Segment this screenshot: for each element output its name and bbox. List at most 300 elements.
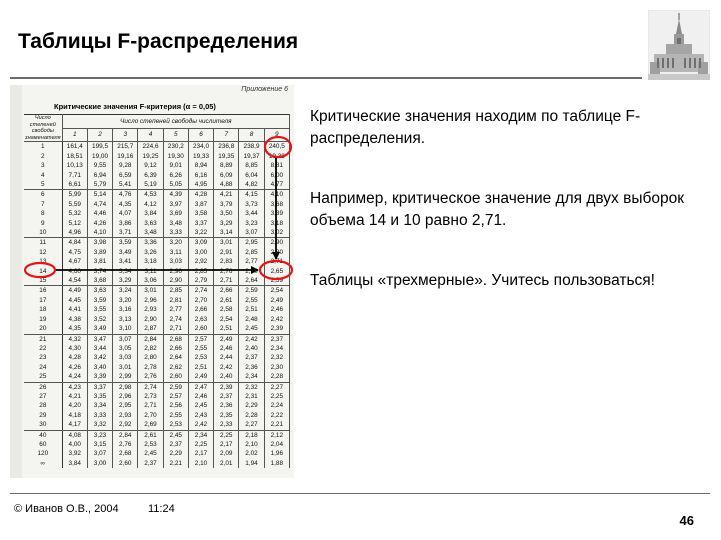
table-cell: 2,61: [138, 430, 163, 440]
table-cell: 3,01: [214, 238, 239, 248]
table-cell: 9,28: [113, 161, 138, 170]
title-rule: [10, 77, 642, 79]
table-cell: 2,90: [163, 276, 188, 286]
table-row: [24, 459, 290, 468]
table-cell: 2,10: [239, 440, 264, 449]
table-cell: 3,34: [113, 267, 138, 276]
row-number-cell: 21: [24, 334, 62, 344]
table-cell: 3,20: [163, 238, 188, 248]
table-cell: 8,85: [239, 161, 264, 170]
table-cell: 2,87: [138, 324, 163, 334]
row-number-cell: 5: [24, 180, 62, 190]
table-cell: 2,71: [163, 324, 188, 334]
table-cell: 4,35: [62, 324, 87, 334]
table-cell: 2,42: [214, 363, 239, 372]
table-cell: 4,20: [62, 401, 87, 410]
table-cell: 3,47: [87, 334, 112, 344]
table-body: [24, 142, 290, 468]
table-cell: 2,46: [188, 392, 213, 401]
table-cell: 3,92: [62, 449, 87, 458]
table-cell: 2,10: [188, 459, 213, 468]
table-cell: 3,59: [87, 296, 112, 305]
table-row: [24, 372, 290, 382]
table-cell: 2,55: [239, 296, 264, 305]
table-cell: 5,12: [62, 219, 87, 228]
table-cell: 2,85: [188, 267, 213, 276]
table-cell: 2,60: [163, 372, 188, 382]
table-row: [24, 420, 290, 430]
table-cell: 4,28: [62, 353, 87, 362]
table-cell: 3,79: [214, 200, 239, 209]
table-cell: 2,29: [163, 449, 188, 458]
row-header: Число степеней свободы знаменателя: [25, 115, 61, 141]
paragraph-example: Например, критическое значение для двух выборок объема 14 и 10 равно 2,71.: [310, 190, 684, 229]
row-number-cell: 28: [24, 401, 62, 410]
table-row: [24, 334, 290, 344]
table-cell: 3,55: [87, 305, 112, 314]
table-cell: 4,67: [62, 257, 87, 266]
table-cell: 3,29: [214, 219, 239, 228]
row-number-cell: 30: [24, 420, 62, 430]
table-cell: 234,0: [188, 142, 213, 152]
table-cell: 2,85: [239, 248, 264, 257]
table-cell: 2,74: [138, 382, 163, 392]
table-cell: 19,38: [264, 152, 289, 161]
table-cell: 3,89: [87, 248, 112, 257]
table-row: [24, 440, 290, 449]
table-cell: 2,76: [113, 440, 138, 449]
table-cell: 4,15: [239, 190, 264, 200]
table-row: [24, 267, 290, 276]
table-cell: 3,39: [264, 209, 289, 218]
table-cell: 2,92: [113, 420, 138, 430]
row-number-cell: 120: [24, 449, 62, 458]
table-cell: 3,35: [87, 392, 112, 401]
table-cell: 2,58: [214, 305, 239, 314]
table-cell: 3,07: [87, 449, 112, 458]
table-cell: 4,26: [62, 363, 87, 372]
table-cell: 2,61: [214, 296, 239, 305]
table-cell: 4,12: [138, 200, 163, 209]
paragraph-three-dimensional: Таблицы «трехмерные». Учитесь пользоваться!: [310, 272, 655, 289]
row-number-cell: 22: [24, 344, 62, 353]
table-row: [24, 382, 290, 392]
table-cell: 3,00: [87, 459, 112, 468]
table-cell: 2,27: [264, 382, 289, 392]
row-number-cell: 16: [24, 286, 62, 296]
table-cell: 2,76: [214, 267, 239, 276]
column-number: 4: [138, 128, 163, 142]
row-number-cell: 26: [24, 382, 62, 392]
table-cell: 3,29: [113, 276, 138, 286]
university-logo-icon: [648, 10, 710, 80]
table-cell: 3,63: [87, 286, 112, 296]
table-cell: 4,32: [62, 334, 87, 344]
table-cell: 2,85: [163, 286, 188, 296]
table-cell: 3,01: [113, 363, 138, 372]
table-row: [24, 411, 290, 420]
table-cell: 4,21: [62, 392, 87, 401]
table-cell: 2,28: [264, 372, 289, 382]
table-cell: 2,74: [188, 286, 213, 296]
table-cell: 2,21: [163, 459, 188, 468]
column-number: 8: [239, 128, 264, 142]
table-row: [24, 324, 290, 334]
table-cell: 2,71: [214, 276, 239, 286]
slide-title: Таблицы F-распределения: [18, 30, 299, 53]
table-cell: 2,98: [113, 382, 138, 392]
table-cell: 5,32: [62, 209, 87, 218]
column-number: 7: [214, 128, 239, 142]
table-row: [24, 305, 290, 314]
table-cell: 2,02: [239, 449, 264, 458]
table-row: [24, 238, 290, 248]
row-number-cell: 8: [24, 209, 62, 218]
table-cell: 3,32: [87, 420, 112, 430]
table-cell: 3,84: [62, 459, 87, 468]
table-cell: 2,32: [239, 382, 264, 392]
table-cell: 2,34: [264, 344, 289, 353]
row-number-cell: 29: [24, 411, 62, 420]
table-cell: 4,30: [62, 344, 87, 353]
table-cell: 3,01: [138, 286, 163, 296]
table-cell: 3,49: [113, 248, 138, 257]
row-number-cell: 10: [24, 228, 62, 238]
table-cell: 2,04: [264, 440, 289, 449]
table-cell: 10,13: [62, 161, 87, 170]
table-cell: 161,4: [62, 142, 87, 152]
row-number-cell: 60: [24, 440, 62, 449]
table-cell: 2,36: [214, 401, 239, 410]
table-cell: 2,99: [113, 372, 138, 382]
table-row: [24, 344, 290, 353]
table-row: [24, 392, 290, 401]
table-cell: 2,01: [214, 459, 239, 468]
table-cell: 3,07: [113, 334, 138, 344]
table-cell: 6,26: [163, 171, 188, 180]
table-cell: 4,07: [113, 209, 138, 218]
table-cell: 3,84: [138, 209, 163, 218]
table-cell: 6,09: [214, 171, 239, 180]
table-cell: 2,64: [239, 276, 264, 286]
table-cell: 2,66: [214, 286, 239, 296]
table-cell: 4,28: [188, 190, 213, 200]
table-row: [24, 219, 290, 228]
table-cell: 2,76: [138, 372, 163, 382]
column-number: 3: [113, 128, 138, 142]
table-cell: 3,74: [87, 267, 112, 276]
table-row: [24, 171, 290, 180]
scanned-table-image: [10, 85, 294, 478]
table-cell: 19,35: [214, 152, 239, 161]
table-cell: 2,24: [264, 401, 289, 410]
table-cell: 3,18: [138, 257, 163, 266]
table-cell: 4,96: [62, 228, 87, 238]
table-cell: 2,28: [239, 411, 264, 420]
table-cell: 3,44: [239, 209, 264, 218]
table-cell: 4,84: [62, 238, 87, 248]
column-number: 2: [87, 128, 112, 142]
table-cell: 2,45: [138, 449, 163, 458]
table-cell: 2,96: [113, 392, 138, 401]
table-cell: 2,69: [138, 420, 163, 430]
table-cell: 3,73: [239, 200, 264, 209]
table-row: [24, 190, 290, 200]
table-cell: 3,11: [138, 267, 163, 276]
table-row: [24, 228, 290, 238]
table-row: [24, 257, 290, 266]
table-cell: 2,93: [138, 305, 163, 314]
table-cell: 3,34: [87, 401, 112, 410]
table-cell: 3,15: [87, 440, 112, 449]
row-number-cell: 18: [24, 305, 62, 314]
footer-time: 11:24: [148, 503, 175, 515]
table-cell: 2,82: [138, 344, 163, 353]
table-row: [24, 296, 290, 305]
table-cell: 2,40: [239, 344, 264, 353]
table-cell: 4,95: [188, 180, 213, 190]
table-cell: 3,16: [113, 305, 138, 314]
row-number-cell: 3: [24, 161, 62, 170]
table-cell: 4,49: [62, 286, 87, 296]
table-cell: 2,48: [239, 315, 264, 324]
table-cell: 19,00: [87, 152, 112, 161]
row-number-cell: 13: [24, 257, 62, 266]
table-cell: 2,59: [264, 276, 289, 286]
table-cell: 2,54: [264, 286, 289, 296]
table-cell: 3,86: [113, 219, 138, 228]
table-cell: 5,41: [113, 180, 138, 190]
table-row: [24, 430, 290, 440]
table-cell: 3,02: [264, 228, 289, 238]
table-cell: 2,37: [138, 459, 163, 468]
table-cell: 2,34: [239, 372, 264, 382]
table-cell: 2,96: [138, 296, 163, 305]
row-number-cell: 11: [24, 238, 62, 248]
table-row: [24, 276, 290, 286]
table-cell: 3,59: [113, 238, 138, 248]
table-cell: 3,97: [163, 200, 188, 209]
table-cell: 3,36: [138, 238, 163, 248]
table-cell: 3,48: [163, 219, 188, 228]
table-cell: 2,77: [163, 305, 188, 314]
row-number-cell: 27: [24, 392, 62, 401]
table-cell: 2,33: [214, 420, 239, 430]
table-cell: 2,60: [113, 459, 138, 468]
table-cell: 2,70: [188, 296, 213, 305]
table-cell: 230,2: [163, 142, 188, 152]
table-cell: 3,14: [214, 228, 239, 238]
table-cell: 2,43: [188, 411, 213, 420]
appendix-label: Приложение 6: [241, 86, 288, 93]
row-number-cell: 2: [24, 152, 62, 161]
table-cell: 19,37: [239, 152, 264, 161]
table-cell: 2,59: [239, 286, 264, 296]
table-cell: 3,11: [163, 248, 188, 257]
table-cell: 3,41: [113, 257, 138, 266]
footer-rule: [10, 493, 710, 494]
table-cell: 3,49: [87, 324, 112, 334]
table-cell: 2,83: [214, 257, 239, 266]
table-cell: 238,9: [239, 142, 264, 152]
table-cell: 2,60: [188, 324, 213, 334]
table-cell: 3,63: [138, 219, 163, 228]
table-cell: 2,81: [163, 296, 188, 305]
table-cell: 1,94: [239, 459, 264, 468]
table-cell: 2,68: [163, 334, 188, 344]
table-cell: 4,17: [62, 420, 87, 430]
table-cell: 2,25: [214, 430, 239, 440]
table-cell: 4,46: [87, 209, 112, 218]
column-number-row: [24, 128, 290, 142]
table-cell: 2,84: [113, 430, 138, 440]
table-cell: 4,26: [87, 219, 112, 228]
table-cell: 2,53: [138, 440, 163, 449]
table-cell: 3,68: [264, 200, 289, 209]
table-cell: 5,59: [62, 200, 87, 209]
column-number: 9: [264, 128, 289, 142]
table-cell: 3,33: [87, 411, 112, 420]
table-cell: 3,37: [87, 382, 112, 392]
table-cell: 2,25: [264, 392, 289, 401]
table-row: [24, 180, 290, 190]
table-cell: 2,37: [214, 392, 239, 401]
table-row: [24, 152, 290, 161]
table-cell: 2,17: [188, 449, 213, 458]
table-cell: 9,55: [87, 161, 112, 170]
table-cell: 2,93: [113, 411, 138, 420]
table-cell: 4,08: [62, 430, 87, 440]
table-cell: 1,96: [264, 449, 289, 458]
table-cell: 2,57: [163, 392, 188, 401]
table-cell: 2,79: [188, 276, 213, 286]
table-cell: 2,71: [138, 401, 163, 410]
table-cell: 2,39: [214, 382, 239, 392]
table-cell: 2,42: [239, 334, 264, 344]
table-cell: 4,77: [264, 180, 289, 190]
table-cell: 19,30: [163, 152, 188, 161]
table-row: [24, 209, 290, 218]
table-cell: 3,22: [188, 228, 213, 238]
table-cell: 5,14: [87, 190, 112, 200]
table-cell: 2,40: [214, 372, 239, 382]
table-cell: 199,5: [87, 142, 112, 152]
table-cell: 224,6: [138, 142, 163, 152]
table-cell: 3,09: [188, 238, 213, 248]
table-cell: 3,18: [264, 219, 289, 228]
table-cell: 3,40: [87, 363, 112, 372]
column-header: Число степеней свободы числителя: [62, 115, 289, 129]
table-cell: 6,16: [188, 171, 213, 180]
table-cell: 4,60: [62, 267, 87, 276]
table-cell: 2,17: [214, 440, 239, 449]
table-cell: 2,66: [188, 305, 213, 314]
f-distribution-table: [24, 114, 290, 468]
table-cell: 4,45: [62, 296, 87, 305]
table-cell: 2,95: [113, 401, 138, 410]
table-cell: 240,5: [264, 142, 289, 152]
table-cell: 4,00: [62, 440, 87, 449]
table-cell: 5,99: [62, 190, 87, 200]
row-number-cell: ∞: [24, 459, 62, 468]
row-number-cell: 12: [24, 248, 62, 257]
table-cell: 2,44: [214, 353, 239, 362]
table-cell: 2,77: [239, 257, 264, 266]
column-number: 6: [188, 128, 213, 142]
table-cell: 7,71: [62, 171, 87, 180]
table-cell: 19,16: [113, 152, 138, 161]
row-number-cell: 14: [24, 267, 62, 276]
row-number-cell: 24: [24, 363, 62, 372]
table-row: [24, 142, 290, 152]
table-cell: 4,54: [62, 276, 87, 286]
table-cell: 215,7: [113, 142, 138, 152]
table-cell: 2,80: [264, 248, 289, 257]
table-cell: 2,22: [264, 411, 289, 420]
table-cell: 2,53: [188, 353, 213, 362]
table-cell: 2,37: [163, 440, 188, 449]
table-cell: 8,81: [264, 161, 289, 170]
table-cell: 3,06: [138, 276, 163, 286]
table-cell: 4,24: [62, 372, 87, 382]
table-cell: 2,36: [239, 363, 264, 372]
table-cell: 2,56: [163, 401, 188, 410]
table-cell: 2,12: [264, 430, 289, 440]
column-number: 1: [62, 128, 87, 142]
row-number-cell: 1: [24, 142, 62, 152]
table-cell: 2,51: [188, 363, 213, 372]
table-cell: 3,52: [87, 315, 112, 324]
table-cell: 6,94: [87, 171, 112, 180]
table-cell: 3,37: [188, 219, 213, 228]
page-number: 46: [679, 513, 694, 528]
table-cell: 3,07: [239, 228, 264, 238]
table-cell: 3,00: [188, 248, 213, 257]
table-cell: 2,45: [239, 324, 264, 334]
table-cell: 2,92: [188, 257, 213, 266]
table-cell: 3,03: [163, 257, 188, 266]
table-cell: 3,48: [138, 228, 163, 238]
table-cell: 5,05: [163, 180, 188, 190]
table-cell: 2,51: [239, 305, 264, 314]
table-cell: 2,90: [138, 315, 163, 324]
table-cell: 4,74: [87, 200, 112, 209]
table-cell: 3,05: [113, 344, 138, 353]
table-row: [24, 286, 290, 296]
table-cell: 2,49: [188, 372, 213, 382]
table-cell: 2,47: [188, 382, 213, 392]
row-number-cell: 23: [24, 353, 62, 362]
table-cell: 5,79: [87, 180, 112, 190]
table-cell: 3,10: [113, 324, 138, 334]
row-number-cell: 40: [24, 430, 62, 440]
table-row: [24, 248, 290, 257]
table-cell: 236,8: [214, 142, 239, 152]
row-number-cell: 15: [24, 276, 62, 286]
footer-author: © Иванов О.В., 2004: [14, 503, 119, 515]
table-row: [24, 315, 290, 324]
paragraph-lookup: Критические значения находим по таблице F-распределения.: [310, 108, 641, 147]
table-cell: 19,33: [188, 152, 213, 161]
table-cell: 2,95: [239, 238, 264, 248]
table-cell: 2,45: [188, 401, 213, 410]
table-cell: 2,49: [264, 296, 289, 305]
table-cell: 18,51: [62, 152, 87, 161]
table-cell: 2,49: [214, 334, 239, 344]
table-cell: 4,82: [239, 180, 264, 190]
table-cell: 2,25: [188, 440, 213, 449]
table-cell: 19,25: [138, 152, 163, 161]
